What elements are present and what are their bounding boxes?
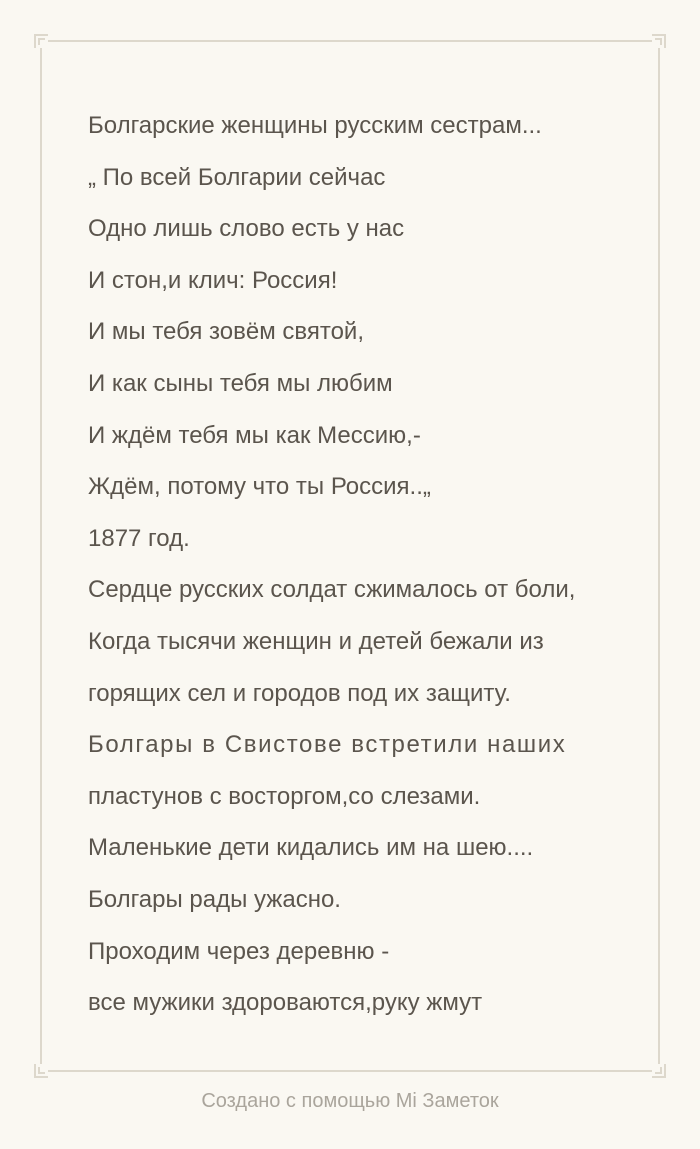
- note-line: Ждём, потому что ты Россия..„: [88, 473, 431, 501]
- note-line: Болгарские женщины русским сестрам...: [88, 112, 542, 139]
- note-line: пластунов с восторгом,со слезами.: [88, 782, 481, 810]
- note-line: 1877 год.: [88, 524, 190, 552]
- note-line: Маленькие дети кидались им на шею....: [88, 834, 534, 862]
- note-line: И мы тебя зовём святой,: [88, 318, 364, 346]
- created-with-footer: Создано с помощью Mi Заметок: [201, 1090, 499, 1112]
- note-line: И как сыны тебя мы любим: [88, 369, 393, 397]
- note-line: все мужики здороваются,руку жмут: [88, 989, 483, 1017]
- note-line: „ По всей Болгарии сейчас: [88, 163, 386, 191]
- note-line: Проходим через деревню -: [88, 937, 390, 965]
- frame-corner-ornament: [652, 34, 666, 48]
- frame-corner-ornament: [34, 34, 48, 48]
- note-line: И стон,и клич: Россия!: [88, 266, 338, 294]
- note-line: Болгары в Свистове встретили наших: [88, 731, 567, 759]
- note-line: Одно лишь слово есть у нас: [88, 215, 405, 243]
- note-line: Сердце русских солдат сжималось от боли,: [88, 576, 576, 604]
- frame-corner-ornament: [652, 1064, 666, 1078]
- note-line: Болгары рады ужасно.: [88, 885, 341, 913]
- note-line: И ждём тебя мы как Мессию,-: [88, 421, 421, 449]
- note-body: [88, 100, 628, 1029]
- note-line: горящих сел и городов под их защиту.: [88, 679, 511, 707]
- note-line: Когда тысячи женщин и детей бежали из: [88, 627, 544, 655]
- frame-corner-ornament: [34, 1064, 48, 1078]
